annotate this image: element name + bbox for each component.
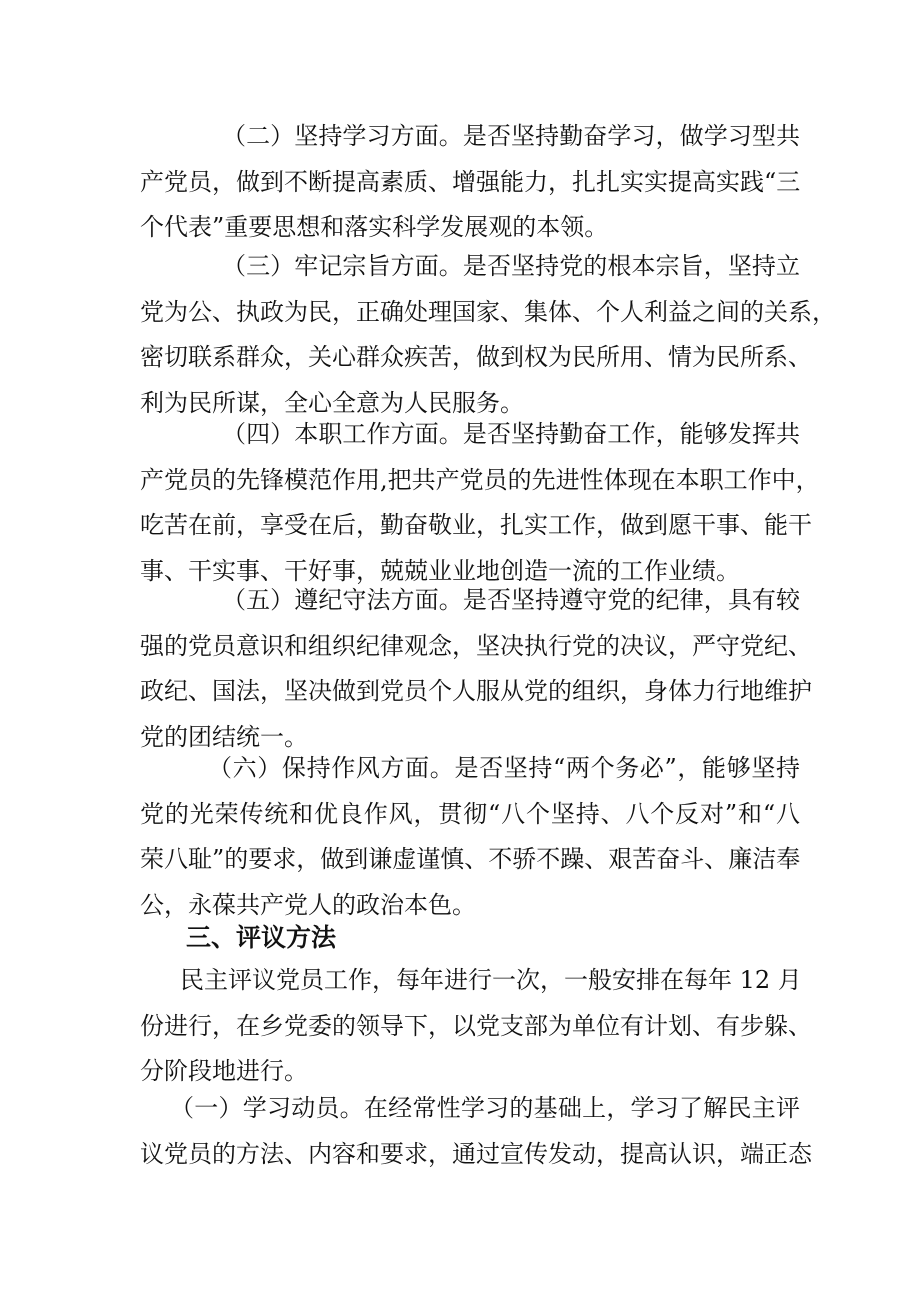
paragraph-mobilization: [140, 1086, 812, 1177]
text-line: （三）牢记宗旨方面。是否坚持党的根本宗旨，坚持立: [222, 252, 800, 280]
text-line: （四）本职工作方面。是否坚持勤奋工作，能够发挥共: [222, 420, 800, 448]
text-line: 民主评议党员工作，每年进行一次，一般安排在每年 12 月: [180, 966, 802, 994]
text-line: 公，永葆共产党人的政治本色。: [140, 891, 476, 920]
paragraph-study: [140, 114, 800, 251]
text-line: （二）坚持学习方面。是否坚持勤奋学习，做学习型共: [222, 122, 800, 150]
paragraph-purpose: [140, 244, 836, 427]
text-line: 利为民所谋，全心全意为人民服务。: [140, 389, 524, 418]
paragraph-work: [140, 412, 820, 595]
text-line: 个代表”重要思想和落实科学发展观的本领。: [140, 213, 609, 242]
text-line: 党为公、执政为民，正确处理国家、集体、个人利益之间的关系，: [140, 297, 836, 326]
text-line: 产党员，做到不断提高素质、增强能力，扎扎实实提高实践“三: [140, 167, 801, 196]
text-line: 党的光荣传统和优良作风，贯彻“八个坚持、八个反对”和“八: [140, 799, 800, 828]
section-heading: 三、评议方法: [186, 923, 337, 952]
text-line: 吃苦在前，享受在后，勤奋敬业，扎实工作，做到愿干事、能干: [140, 511, 812, 540]
text-line: 议党员的方法、内容和要求，通过宣传发动，提高认识，端正态: [140, 1139, 812, 1168]
text-line: 政纪、国法，坚决做到党员个人服从党的组织，身体力行地维护: [140, 677, 812, 706]
text-line: 党的团结统一。: [140, 723, 308, 752]
text-line: （一）学习动员。在经常性学习的基础上，学习了解民主评: [170, 1094, 800, 1122]
text-line: 产党员的先锋模范作用,把共产党员的先进性体现在本职工作中，: [140, 465, 820, 494]
paragraph-method: [140, 958, 812, 1095]
paragraph-style: [140, 746, 800, 929]
text-line: 荣八耻”的要求，做到谦虚谨慎、不骄不躁、艰苦奋斗、廉洁奉: [140, 845, 801, 874]
text-line: 事、干实事、干好事，兢兢业业地创造一流的工作业绩。: [140, 557, 740, 586]
text-line: 分阶段地进行。: [140, 1057, 308, 1086]
text-line: 强的党员意识和组织纪律观念，坚决执行党的决议，严守党纪、: [140, 631, 812, 660]
text-line: 份进行，在乡党委的领导下，以党支部为单位有计划、有步躲、: [140, 1011, 812, 1040]
text-line: （五）遵纪守法方面。是否坚持遵守党的纪律，具有较: [222, 586, 800, 614]
text-line: （六）保持作风方面。是否坚持“两个务必”，能够坚持: [208, 754, 800, 782]
paragraph-discipline: [140, 578, 812, 761]
text-line: 密切联系群众，关心群众疾苦，做到权为民所用、情为民所系、: [140, 343, 812, 372]
